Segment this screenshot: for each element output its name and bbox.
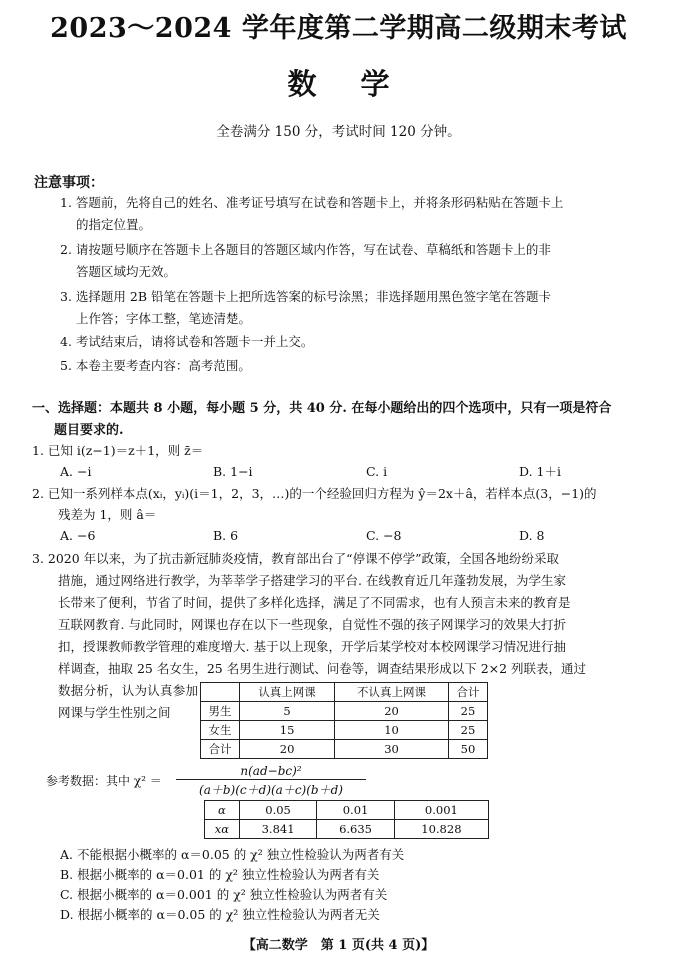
chi-square-formula (176, 764, 366, 798)
table-cell: 10.828 (394, 820, 488, 839)
notice-item-line: 1. 答题前，先将自己的姓名、准考证号填写在试卷和答题卡上，并将条形码粘贴在答题卡上 (60, 195, 564, 210)
question-3-option: C. 根据小概率的 α＝0.001 的 χ² 独立性检验认为两者有关 (60, 887, 388, 902)
table-cell: 6.635 (317, 820, 394, 839)
question-2-option: B. 6 (213, 528, 239, 543)
table-cell: 20 (335, 702, 449, 721)
table-cell: 合计 (201, 740, 240, 759)
table-cell: 25 (448, 702, 487, 721)
section-heading-cont: 题目要求的. (54, 423, 124, 438)
contingency-table (200, 682, 488, 759)
question-3-line: 互联网教育. 与此同时，网课也存在以下一些现象，自觉性不强的孩子网课学习的效果大打折 (58, 617, 566, 632)
notice-item (60, 355, 650, 377)
table-row (201, 702, 488, 721)
alpha-table (204, 800, 489, 839)
question-3-option: D. 根据小概率的 α＝0.05 的 χ² 独立性检验认为两者无关 (60, 907, 380, 922)
exam-title: 2023～2024 学年度第二学期高二级期末考试 (50, 13, 627, 44)
question-2-option: A. −6 (60, 528, 96, 543)
notice-item-cont: 答题区域均无效。 (76, 264, 177, 279)
question-3-line: 数据分析，认为认真参加网课与学生性别之间 (58, 683, 198, 720)
table-cell: 3.841 (239, 820, 316, 839)
table-cell: xα (205, 820, 240, 839)
question-3-line: 扣，授课教师教学管理的难度增大. 基于以上现象，开学后某学校对本校网课学习情况进行抽 (58, 639, 566, 654)
table-row (205, 801, 489, 820)
table-cell: 15 (240, 721, 335, 740)
table-header-cell: 不认真上网课 (335, 683, 449, 702)
question-1-option: A. −i (60, 464, 92, 479)
formula-numerator: n(ad−bc)² (176, 764, 366, 780)
table-header-cell: 合计 (448, 683, 487, 702)
notice-item (60, 239, 650, 283)
table-cell: 男生 (201, 702, 240, 721)
table-cell: 0.01 (317, 801, 394, 820)
question-2-stem: 2. 已知一系列样本点(xᵢ，yᵢ)(i＝1，2，3，…)的一个经验回归方程为 ŷ＝2x＋â，若样本点(3，−1)的 (32, 486, 597, 501)
question-3-stem: 3. 2020 年以来，为了抗击新冠肺炎疫情，教育部出台了“停课不停学”政策，全国各地纷纷采取 (32, 551, 559, 566)
question-3-line: 长带来了便利，节省了时间，提供了多样化选择，满足了不同需求，也有人预言未来的教育是 (58, 595, 571, 610)
page-footer: 【高二数学 第 1 页(共 4 页)】 (242, 938, 435, 953)
notice-item-line: 4. 考试结束后，请将试卷和答题卡一并上交。 (60, 334, 314, 349)
notice-item-line: 2. 请按题号顺序在答题卡上各题目的答题区域内作答，写在试卷、草稿纸和答题卡上的非 (60, 242, 551, 257)
table-cell: 10 (335, 721, 449, 740)
question-3-option: A. 不能根据小概率的 α＝0.05 的 χ² 独立性检验认为两者有关 (60, 847, 405, 862)
question-1-stem: 1. 已知 i(z−1)＝z＋1，则 z̄＝ (32, 443, 204, 458)
question-2-stem-cont: 残差为 1，则 â＝ (58, 507, 157, 522)
notice-item (60, 286, 650, 330)
table-row (201, 740, 488, 759)
table-cell: α (205, 801, 240, 820)
question-3-line: 措施，通过网络进行教学，为莘莘学子搭建学习的平台. 在线教育近几年蓬勃发展，为学生家 (58, 573, 566, 588)
question-1-option: C. i (366, 464, 388, 479)
question-3-line: 样调查，抽取 25 名女生，25 名男生进行测试、问卷等，调查结果形成以下 2×2 列联表，通过 (58, 661, 587, 676)
reference-label: 参考数据：其中 χ² ＝ (46, 774, 162, 788)
table-cell: 5 (240, 702, 335, 721)
table-cell: 0.05 (239, 801, 316, 820)
notice-item-line: 5. 本卷主要考查内容：高考范围。 (60, 358, 251, 373)
question-2-option: C. −8 (366, 528, 402, 543)
question-1-option: B. 1−i (213, 464, 253, 479)
notice-item-cont: 上作答；字体工整，笔迹清楚。 (76, 311, 252, 326)
notice-item (60, 331, 650, 353)
table-cell: 30 (335, 740, 449, 759)
notice-item-line: 3. 选择题用 2B 铅笔在答题卡上把所选答案的标号涂黑；非选择题用黑色签字笔在答题卡 (60, 289, 551, 304)
subject-title: 数学 (287, 67, 434, 101)
notice-heading: 注意事项： (34, 175, 104, 191)
formula-denominator: (a＋b)(c＋d)(a＋c)(b＋d) (199, 783, 343, 797)
table-row (201, 721, 488, 740)
table-header-cell (201, 683, 240, 702)
table-cell: 25 (448, 721, 487, 740)
section-heading (32, 398, 652, 442)
table-cell: 20 (240, 740, 335, 759)
table-row (205, 820, 489, 839)
table-header-cell: 认真上网课 (240, 683, 335, 702)
question-3-option: B. 根据小概率的 α＝0.01 的 χ² 独立性检验认为两者有关 (60, 867, 380, 882)
section-heading-line: 一、选择题：本题共 8 小题，每小题 5 分，共 40 分. 在每小题给出的四个选项中，只有一项是符合 (32, 401, 612, 416)
notice-item-cont: 的指定位置。 (76, 217, 152, 232)
table-cell: 50 (448, 740, 487, 759)
notice-item (60, 192, 650, 236)
question-2-option: D. 8 (519, 528, 545, 543)
question-1-option: D. 1＋i (519, 464, 561, 479)
table-cell: 女生 (201, 721, 240, 740)
table-cell: 0.001 (394, 801, 488, 820)
score-info: 全卷满分 150 分，考试时间 120 分钟。 (216, 124, 461, 140)
